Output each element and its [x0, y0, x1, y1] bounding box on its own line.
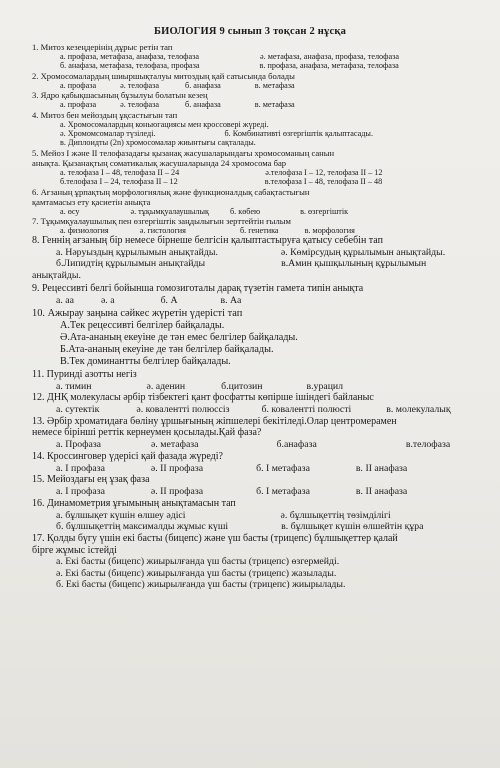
- answer-row: [28, 486, 500, 497]
- question-text-continued: немесе бірінші реттік кернеумен қосылады.Қай фаза?: [32, 427, 262, 439]
- answer-option[interactable]: ә. метафаза, анафаза, профаза, телофаза: [259, 52, 399, 61]
- answer-option[interactable]: в.телофаза: [405, 439, 451, 451]
- answer-option[interactable]: а. Екі басты (бицепс) жиырылғанда үш басты (трицепс) өзгермейді.: [56, 556, 340, 568]
- question-text: 12. ДНҚ молекуласы әрбір тізбектегі қант фосфатты көпірше ішіндегі байланыс: [32, 391, 374, 403]
- answer-row: [28, 168, 500, 177]
- answer-option[interactable]: а. өсу: [60, 206, 80, 216]
- answer-option[interactable]: б. Екі басты (бицепс) жиырылғанда үш басты (трицепс) жиырылады.: [56, 579, 346, 591]
- answer-option[interactable]: б. генетика: [239, 226, 279, 236]
- answer-option[interactable]: а. физиология: [60, 226, 109, 236]
- question-text-continued: бірге жұмыс істейді: [32, 544, 117, 556]
- question-text: 3. Ядро қабықшасының бұзылуы болатын кезең: [32, 90, 208, 101]
- answer-option[interactable]: в. Аа: [220, 294, 242, 306]
- question-text: 10. Ажырау заңына сәйкес жүретін үдерісті тап: [32, 307, 243, 319]
- question-text: 1. Митоз кезеңдерінің дұрыс ретін тап: [32, 42, 173, 52]
- answer-option[interactable]: в. Диплоидты (2n) хромосомалар жиынтығы сақталады.: [60, 138, 256, 148]
- answer-option[interactable]: ә. Хромомсомалар түзіледі.: [60, 129, 156, 139]
- answer-row: [28, 138, 500, 147]
- answer-option[interactable]: ә. метафаза: [151, 439, 199, 451]
- answer-option[interactable]: б.телофаза І – 24, телофаза ІІ – 12: [60, 177, 178, 187]
- answer-option[interactable]: б. көбею: [229, 206, 261, 216]
- question-text: 4. Митоз бен мейоздың ұқсастығын тап: [32, 109, 178, 120]
- question-2: [28, 71, 500, 90]
- question-list: [0, 42, 500, 590]
- answer-option[interactable]: в. ІІ анафаза: [355, 462, 408, 474]
- answer-option[interactable]: ә. телофаза: [120, 100, 160, 110]
- question-text: 5. Мейоз І және ІІ телофазадағы қызанақ жасушаларындағы хромосоманың санын: [32, 147, 335, 158]
- answer-option[interactable]: ә. гистология: [139, 226, 186, 236]
- answer-option[interactable]: в.Амин қышқылының құрылымын: [281, 258, 427, 270]
- answer-row: [28, 332, 500, 344]
- answer-row: [28, 120, 500, 129]
- answer-option[interactable]: ә. бұлшықеттің төзімділігі: [280, 509, 391, 521]
- question-13: [28, 416, 500, 450]
- answer-row: [28, 463, 500, 474]
- answer-row: [28, 247, 500, 258]
- question-14: [28, 451, 500, 474]
- question-17: [28, 533, 500, 590]
- question-text-continued: анықта. Қызанақтың соматикалық жасушаларында 24 хромосома бар: [32, 157, 287, 168]
- answer-row: [28, 510, 500, 521]
- answer-option[interactable]: в. молекулалық: [386, 403, 451, 415]
- answer-row: [28, 568, 500, 579]
- answer-row: [28, 344, 500, 356]
- answer-row: [28, 258, 500, 269]
- question-text: 17. Қолды бүгу үшін екі басты (бицепс) және үш басты (трицепс) бұлшықеттер қалай: [32, 533, 398, 545]
- answer-option[interactable]: а. аа: [56, 294, 74, 306]
- answer-option[interactable]: а. сутектік: [56, 403, 100, 415]
- answer-option[interactable]: б.Липидтің құрылымын анықтайды: [56, 258, 206, 270]
- question-text: 15. Мейоздағы ең ұзақ фаза: [32, 474, 150, 486]
- answer-option[interactable]: ә.телофаза І – 12, телофаза ІІ – 12: [265, 167, 383, 177]
- question-12: [28, 392, 500, 415]
- question-8: [28, 235, 500, 280]
- answer-option[interactable]: а. профаза, метафаза, анафаза, телофаза: [60, 52, 199, 61]
- answer-row: [28, 207, 500, 216]
- answer-option[interactable]: ә. Көмірсудың құрылымын анықтайды.: [280, 247, 446, 259]
- answer-option[interactable]: б. бұлшықеттің максималды жұмыс күші: [56, 520, 229, 532]
- answer-option[interactable]: ә. а: [100, 294, 115, 306]
- question-11: [28, 369, 500, 392]
- answer-row: [28, 81, 500, 90]
- answer-option[interactable]: б. А: [160, 294, 178, 306]
- answer-option[interactable]: б. Комбинативті өзгергіштік қалыптасады.: [224, 129, 373, 139]
- question-3: [28, 90, 500, 109]
- question-10: [28, 308, 500, 368]
- answer-option[interactable]: в. метафаза: [254, 80, 295, 90]
- answer-option[interactable]: ә. коваленттi полюссiз: [136, 403, 230, 415]
- answer-row: [28, 177, 500, 186]
- question-text-continued: қамтамасыз ету қасиетін анықта: [32, 196, 151, 207]
- answer-row: [28, 439, 500, 450]
- answer-option[interactable]: в.урацил: [306, 380, 344, 392]
- answer-row: [28, 381, 500, 392]
- answer-option[interactable]: а. профаза: [60, 80, 97, 90]
- answer-row: [28, 556, 500, 567]
- question-1: [28, 42, 500, 71]
- answer-row: [28, 356, 500, 368]
- question-5: [28, 148, 500, 187]
- answer-option[interactable]: в. метафаза: [254, 100, 295, 110]
- answer-option[interactable]: а. Нәруыздың құрылымын анықтайды.: [56, 247, 218, 259]
- answer-option[interactable]: б. анафаза: [185, 80, 221, 90]
- answer-option[interactable]: б.цитозин: [221, 380, 263, 392]
- answer-option[interactable]: В.Тек доминантты белгілер байқалады.: [60, 356, 231, 368]
- answer-row: [28, 100, 500, 109]
- answer-option[interactable]: Б.Ата-ананың екеуіне де тән белгілер байқалады.: [60, 344, 274, 356]
- answer-continued: анықтайды.: [32, 269, 81, 281]
- answer-option[interactable]: ә. ІІ профаза: [150, 462, 204, 474]
- answer-option[interactable]: ә. тұқымқуалаушылық: [130, 206, 209, 216]
- answer-option[interactable]: в. профаза, анафаза, метафаза, телофаза: [259, 61, 399, 71]
- answer-option[interactable]: Ә.Ата-ананың екеуіне де тән емес белгілер байқалады.: [60, 332, 298, 344]
- question-text: 8. Геннің ағзаның бір немесе бірнеше белгісін қалыптастыруға қатысу себебін тап: [32, 235, 383, 247]
- answer-option[interactable]: а. тимин: [56, 380, 92, 392]
- answer-row: [28, 129, 500, 138]
- answer-option[interactable]: в. бұлшықет күшін өлшейтін құра: [281, 520, 424, 532]
- question-6: [28, 187, 500, 216]
- answer-option[interactable]: А.Тек рецессивті белгілер байқалады.: [60, 320, 225, 332]
- page-title: БИОЛОГИЯ 9 сынып 3 тоқсан 2 нұсқа: [153, 26, 347, 37]
- question-text: 6. Ағзаның ұрпақтың морфологиялық және функционалдық сабақтастығын: [32, 186, 310, 197]
- question-text: 14. Кроссинговер үдерісі қай фазада жүреді?: [32, 451, 223, 463]
- answer-option[interactable]: б.анафаза: [276, 439, 317, 451]
- question-text: 2. Хромосомалардың шиыршықталуы митоздың қай сатысында болады: [32, 70, 295, 81]
- answer-row: [28, 320, 500, 332]
- answer-option[interactable]: в. өзгергіштік: [300, 206, 349, 216]
- question-text: 9. Рецессивті белгі бойынша гомозиготалы дарақ түзетін гамета типін анықта: [32, 282, 364, 294]
- answer-row: [28, 521, 500, 532]
- question-9: [28, 283, 500, 306]
- answer-option[interactable]: а. Профаза: [56, 439, 102, 451]
- answer-option[interactable]: а. профаза: [60, 100, 97, 110]
- answer-option[interactable]: а. бұлшықет күшін өлшеу әдісі: [56, 509, 186, 521]
- answer-option[interactable]: б. анафаза: [185, 100, 221, 110]
- answer-row: [28, 295, 500, 306]
- answer-option[interactable]: а. Хромосомалардың коньюгациясы мен кроссовері жүреді.: [60, 119, 269, 129]
- answer-option[interactable]: б. І метафаза: [256, 485, 310, 497]
- answer-row: [28, 226, 500, 235]
- answer-option[interactable]: а. І профаза: [56, 485, 105, 497]
- question-16: [28, 498, 500, 532]
- answer-row: [28, 61, 500, 70]
- question-7: [28, 216, 500, 235]
- answer-option[interactable]: б. анафаза, метафаза, телофаза, профаза: [60, 61, 200, 71]
- question-text: 7. Тұқымқуалаушылық пен өзгергіштік заңдылығын зерттейтін ғылым: [32, 216, 291, 227]
- answer-option[interactable]: б. І метафаза: [256, 462, 310, 474]
- answer-option[interactable]: в. морфология: [304, 226, 355, 236]
- answer-option[interactable]: в. ІІ анафаза: [355, 485, 408, 497]
- answer-option[interactable]: а. телофаза І – 48, телофаза ІІ – 24: [60, 167, 180, 177]
- question-text: 16. Динамометрия ұғымының анықтамасын тап: [32, 498, 236, 510]
- answer-option[interactable]: в.телофаза І – 48, телофаза ІІ – 48: [264, 177, 383, 187]
- question-4: [28, 110, 500, 148]
- question-text: 13. Әрбір хроматидаға бөліну ұршығының жіпшелері бекітіледі.Олар центромерамен: [32, 415, 397, 427]
- answer-option[interactable]: ә. ІІ профаза: [150, 485, 204, 497]
- question-text: 11. Пуринді азотты негіз: [32, 369, 137, 381]
- answer-option[interactable]: ә. аденин: [146, 380, 186, 392]
- answer-row: [28, 404, 500, 415]
- answer-row: [28, 579, 500, 590]
- answer-option[interactable]: а. І профаза: [56, 462, 105, 474]
- answer-row: [28, 52, 500, 61]
- answer-option[interactable]: ә. телофаза: [120, 80, 160, 90]
- answer-option[interactable]: б. коваленттi полюстi: [261, 403, 352, 415]
- question-15: [28, 474, 500, 497]
- answer-option[interactable]: ә. Екі басты (бицепс) жиырылғанда үш басты (трицепс) жазылады.: [56, 567, 337, 579]
